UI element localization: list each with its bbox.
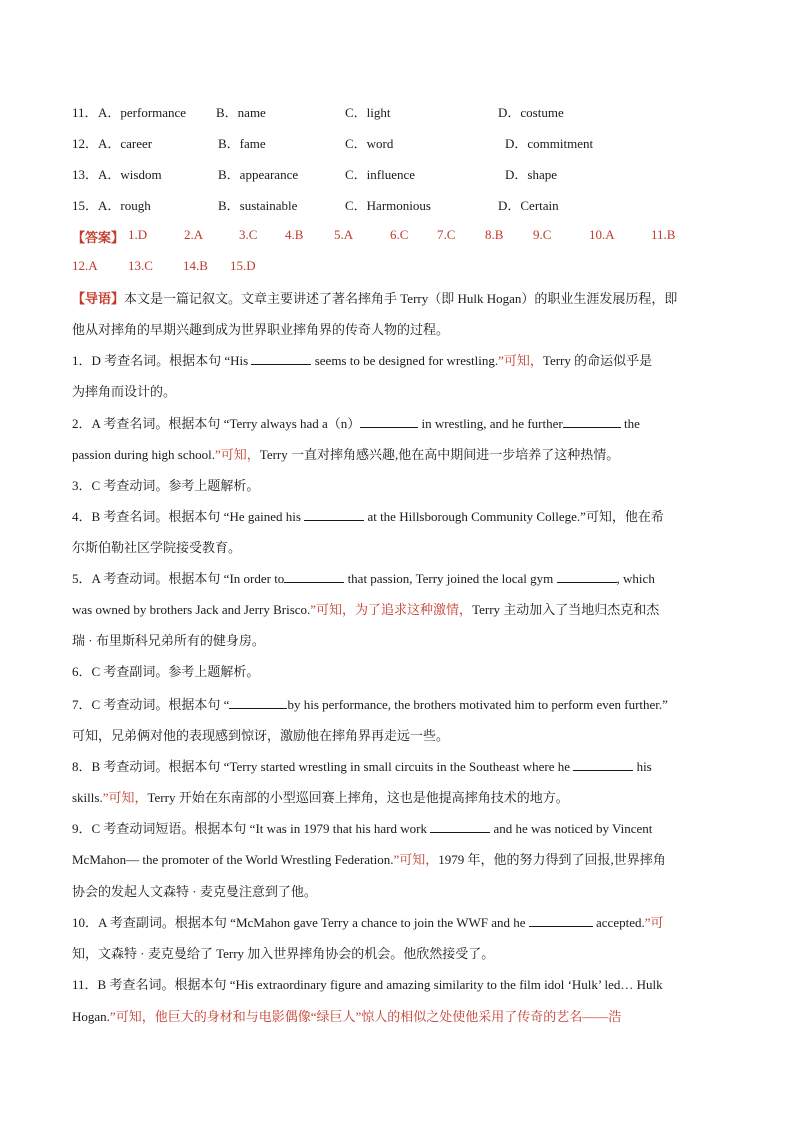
answer-item: 7.C (437, 227, 456, 242)
option-b: B．name (216, 105, 266, 120)
explanation-text: 4．B 考查名词。根据本句 “He gained his (72, 509, 305, 524)
explanation-6-line (72, 662, 732, 682)
option-c: C．Harmonious (345, 198, 431, 213)
explanation-text: ”可知， (215, 447, 260, 462)
explanation-text: ”可知，为了追求这种激情， (310, 602, 473, 617)
fill-blank (229, 695, 287, 709)
explanation-text: 可知，兄弟俩对他的表现感到惊讶，激励他在摔角界再走远一些。 (72, 728, 450, 743)
explanation-5-line (72, 631, 732, 651)
explanation-text: 10．A 考查副词。根据本句 “McMahon gave Terry a chance to join the WWF and he (72, 915, 529, 930)
answer-item: 6.C (390, 227, 409, 242)
option-c: C．influence (345, 167, 416, 182)
explanation-5-line (72, 600, 732, 620)
option-b: B．sustainable (218, 198, 298, 213)
question-number: 13． (72, 167, 99, 182)
explanation-text: skills. (72, 790, 103, 805)
explanation-text: 9．C 考查动词短语。根据本句 “It was in 1979 that his hard work (72, 821, 431, 836)
explanation-text: 知，文森特 · 麦克曼给了 Terry 加入世界摔角协会的机会。他欣然接受了。 (72, 946, 495, 961)
answer-item: 4.B (285, 227, 304, 242)
answer-item: 5.A (334, 227, 354, 242)
explanation-text: at the Hillsborough Community College.”可知，他在希 (364, 509, 664, 524)
explanation-text: Terry 主动加入了当地归杰克和杰 (472, 602, 660, 617)
explanation-1-line (72, 351, 732, 371)
explanation-11-line (72, 1007, 732, 1027)
option-a: A．wisdom (98, 167, 162, 182)
guide-paragraph-line (72, 320, 732, 340)
explanation-text: Terry 一直对摔角感兴趣,他在高中期间进一步培养了这种热情。 (259, 447, 620, 462)
explanation-text: Terry 开始在东南部的小型巡回赛上摔角，这也是他提高摔角技术的地方。 (147, 790, 569, 805)
answer-item: 11.B (651, 227, 676, 242)
answer-item: 8.B (485, 227, 504, 242)
answer-item: 12.A (72, 258, 98, 273)
explanation-4-line (72, 538, 732, 558)
fill-blank (529, 913, 593, 927)
answer-item: 9.C (533, 227, 552, 242)
answer-item: 3.C (239, 227, 258, 242)
explanation-3-line (72, 476, 732, 496)
explanation-text: his (633, 759, 652, 774)
fill-blank (563, 414, 621, 428)
answer-item: 15.D (230, 258, 256, 273)
explanation-text: 7．C 考查动词。根据本句 “ (72, 697, 230, 712)
explanation-text: 为摔角而设计的。 (72, 384, 177, 399)
explanation-11-line (72, 975, 732, 995)
option-b: B．appearance (218, 167, 299, 182)
explanation-text: in wrestling, and he further (418, 416, 563, 431)
explanation-text: 1979 年，他的努力得到了回报,世界摔角 (438, 852, 666, 867)
explanation-4-line (72, 507, 732, 527)
option-a: A．performance (98, 105, 187, 120)
explanation-text: ”可知，他巨大的身材和与电影偶像“绿巨人”惊人的相似之处使他采用了传奇的艺名——浩 (109, 1009, 622, 1024)
explanation-5-line (72, 569, 732, 589)
explanation-text: , which (616, 571, 655, 586)
option-d: D．commitment (505, 136, 594, 151)
explanation-text: ”可知， (498, 353, 543, 368)
explanation-text: 8．B 考查动词。根据本句 “Terry started wrestling in small circuits in the Southeast where he (72, 759, 574, 774)
explanation-text: seems to be designed for wrestling. (311, 353, 499, 368)
explanation-8-line (72, 757, 732, 777)
explanation-2-line (72, 414, 732, 434)
fill-blank (284, 569, 344, 583)
explanation-9-line (72, 819, 732, 839)
explanation-text: accepted. (592, 915, 645, 930)
fill-blank (360, 414, 418, 428)
question-number: 11． (72, 105, 98, 120)
fill-blank (251, 351, 311, 365)
answer-label: 【答案】 (72, 230, 125, 245)
explanation-text: the (620, 416, 640, 431)
explanation-text: 11．B 考查名词。根据本句 “His extraordinary figure and amazing similarity to the film idol ‘Hulk’ led… Hulk (72, 977, 663, 992)
explanation-text: 1．D 考查名词。根据本句 “His (72, 353, 252, 368)
answer-item: 13.C (128, 258, 153, 273)
explanation-text: 协会的发起人文森特 · 麦克曼注意到了他。 (72, 884, 317, 899)
answer-item: 2.A (184, 227, 204, 242)
explanation-text: ”可知， (393, 852, 439, 867)
explanation-2-line (72, 445, 732, 465)
explanation-text: 6．C 考查副词。参考上题解析。 (72, 664, 260, 679)
option-a: A．rough (98, 198, 151, 213)
explanation-10-line (72, 913, 732, 933)
explanation-1-line (72, 382, 732, 402)
explanation-text: passion during high school. (72, 447, 215, 462)
explanation-text: by his performance, the brothers motivated him to perform even further.” (287, 697, 668, 712)
option-d: D．Certain (498, 198, 559, 213)
explanation-text: 尔斯伯勒社区学院接受教育。 (72, 540, 242, 555)
guide-text: 本文是一篇记叙文。文章主要讲述了著名摔角手 Terry（即 Hulk Hogan）的职业生涯发展历程，即 (124, 291, 678, 306)
explanation-text: was owned by brothers Jack and Jerry Brisco. (72, 602, 311, 617)
explanation-8-line (72, 788, 732, 808)
explanation-text: 瑞 · 布里斯科兄弟所有的健身房。 (72, 633, 265, 648)
answer-item: 10.A (589, 227, 615, 242)
guide-label: 【导语】 (72, 291, 125, 306)
explanation-text: that passion, Terry joined the local gym (344, 571, 557, 586)
explanation-7-line (72, 726, 732, 746)
explanation-text: 3．C 考查动词。参考上题解析。 (72, 478, 260, 493)
question-number: 15． (72, 198, 99, 213)
option-a: A．career (98, 136, 153, 151)
explanation-10-line (72, 944, 732, 964)
explanation-text: 2．A 考查名词。根据本句 “Terry always had a（n） (72, 416, 361, 431)
option-c: C．word (345, 136, 394, 151)
explanation-text: Hogan. (72, 1009, 110, 1024)
option-d: D．costume (498, 105, 564, 120)
explanation-text: 5．A 考查动词。根据本句 “In order to (72, 571, 285, 586)
explanation-9-line (72, 850, 732, 870)
explanation-7-line (72, 695, 732, 715)
option-b: B．fame (218, 136, 266, 151)
explanation-text: McMahon— the promoter of the World Wrestling Federation. (72, 852, 394, 867)
fill-blank (557, 569, 617, 583)
explanation-text: and he was noticed by Vincent (490, 821, 653, 836)
question-number: 12． (72, 136, 99, 151)
option-d: D．shape (505, 167, 557, 182)
explanation-text: ”可 (644, 915, 664, 930)
fill-blank (304, 507, 364, 521)
option-c: C．light (345, 105, 391, 120)
answer-item: 14.B (183, 258, 208, 273)
fill-blank (430, 819, 490, 833)
answer-item: 1.D (128, 227, 148, 242)
explanation-text: Terry 的命运似乎是 (542, 353, 653, 368)
guide-text: 他从对摔角的早期兴趣到成为世界职业摔角界的传奇人物的过程。 (72, 322, 450, 337)
guide-paragraph-line (72, 289, 732, 309)
explanation-text: ”可知， (102, 790, 148, 805)
explanation-9-line (72, 882, 732, 902)
fill-blank (573, 757, 633, 771)
